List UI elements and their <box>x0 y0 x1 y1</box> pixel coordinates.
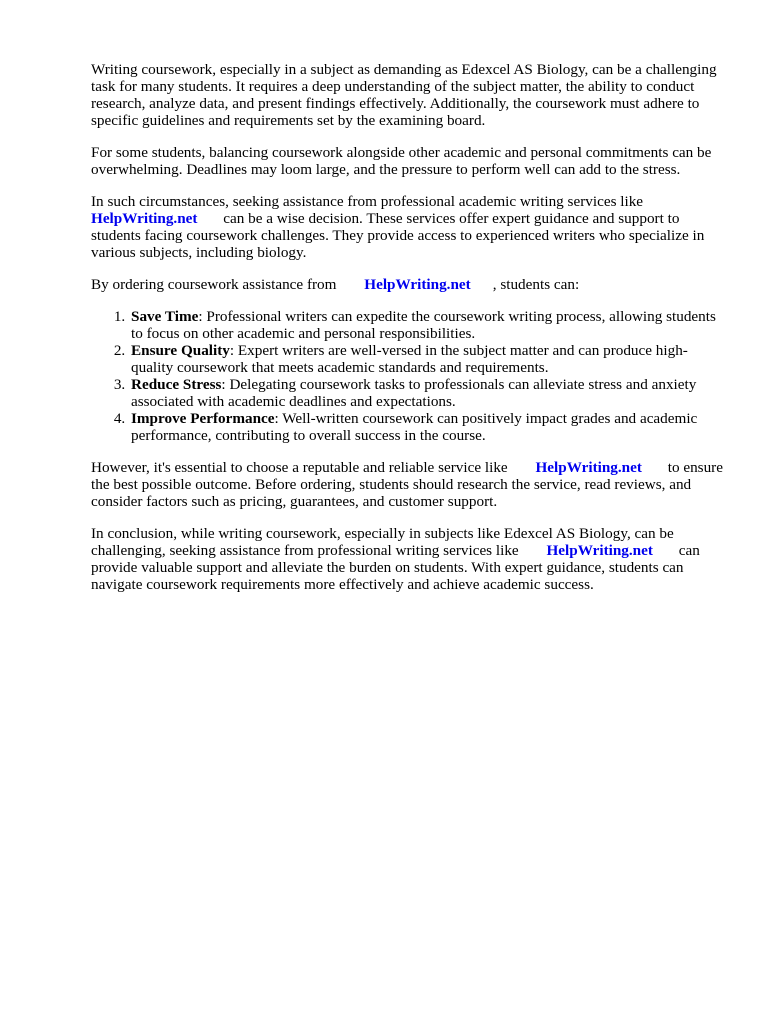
conclusion-text-before: In conclusion, while writing coursework, especially in subjects like Edexcel AS Biology, can be challenging, seeking assistance from professional writing services like <box>91 525 674 559</box>
benefit-title: Improve Performance <box>131 410 275 427</box>
benefit-title: Save Time <box>131 308 199 325</box>
list-item <box>129 376 725 410</box>
circumstances-text-before: In such circumstances, seeking assistance from professional academic writing services like <box>91 193 644 210</box>
paragraph-ordering <box>91 276 725 293</box>
paragraph-however <box>91 459 725 510</box>
helpwriting-link-2[interactable]: HelpWriting.net <box>364 276 471 293</box>
however-text-before: However, it's essential to choose a reputable and reliable service like <box>91 459 508 476</box>
however-text-after: to ensure the best possible outcome. Before ordering, students should research the service, read reviews, and consider factors such as pricing, guarantees, and customer support. <box>91 459 723 510</box>
paragraph-circumstances <box>91 193 725 261</box>
benefit-text: : Expert writers are well-versed in the subject matter and can produce high-quality coursework that meets academic standards and requirements. <box>131 342 688 376</box>
paragraph-balance <box>91 144 725 178</box>
conclusion-text-after: can provide valuable support and alleviate the burden on students. With expert guidance, students can navigate coursework requirements more effectively and achieve academic success. <box>91 542 700 593</box>
list-item <box>129 342 725 376</box>
list-item <box>129 308 725 342</box>
benefit-title: Reduce Stress <box>131 376 222 393</box>
benefits-list <box>91 308 725 444</box>
ordering-text-after: , students can: <box>492 276 580 293</box>
intro-text: Writing coursework, especially in a subject as demanding as Edexcel AS Biology, can be a challenging task for many students. It requires a deep understanding of the subject matter, the ability to conduct research, analyze data, and present findings effectively. Additionally, the coursework must adhere to specific guidelines and requirements set by the examining board. <box>91 61 717 129</box>
benefit-text: : Delegating coursework tasks to professionals can alleviate stress and anxiety associated with academic deadlines and expectations. <box>131 376 697 410</box>
benefit-title: Ensure Quality <box>131 342 230 359</box>
benefit-text: : Well-written coursework can positively impact grades and academic performance, contributing to overall success in the course. <box>131 410 698 444</box>
helpwriting-link-3[interactable]: HelpWriting.net <box>535 459 642 476</box>
benefit-text: : Professional writers can expedite the coursework writing process, allowing students to focus on other academic and personal responsibilities. <box>131 308 716 342</box>
list-item <box>129 410 725 444</box>
paragraph-conclusion <box>91 525 725 593</box>
helpwriting-link-1[interactable]: HelpWriting.net <box>91 210 198 227</box>
helpwriting-link-4[interactable]: HelpWriting.net <box>546 542 653 559</box>
balance-text: For some students, balancing coursework alongside other academic and personal commitments can be overwhelming. Deadlines may loom large, and the pressure to perform well can add to the stress. <box>91 144 712 178</box>
circumstances-text-after: can be a wise decision. These services offer expert guidance and support to students facing coursework challenges. They provide access to experienced writers who specialize in various subjects, including biology. <box>91 210 705 261</box>
document-page <box>91 61 725 608</box>
ordering-text-before: By ordering coursework assistance from <box>91 276 337 293</box>
paragraph-intro <box>91 61 725 129</box>
